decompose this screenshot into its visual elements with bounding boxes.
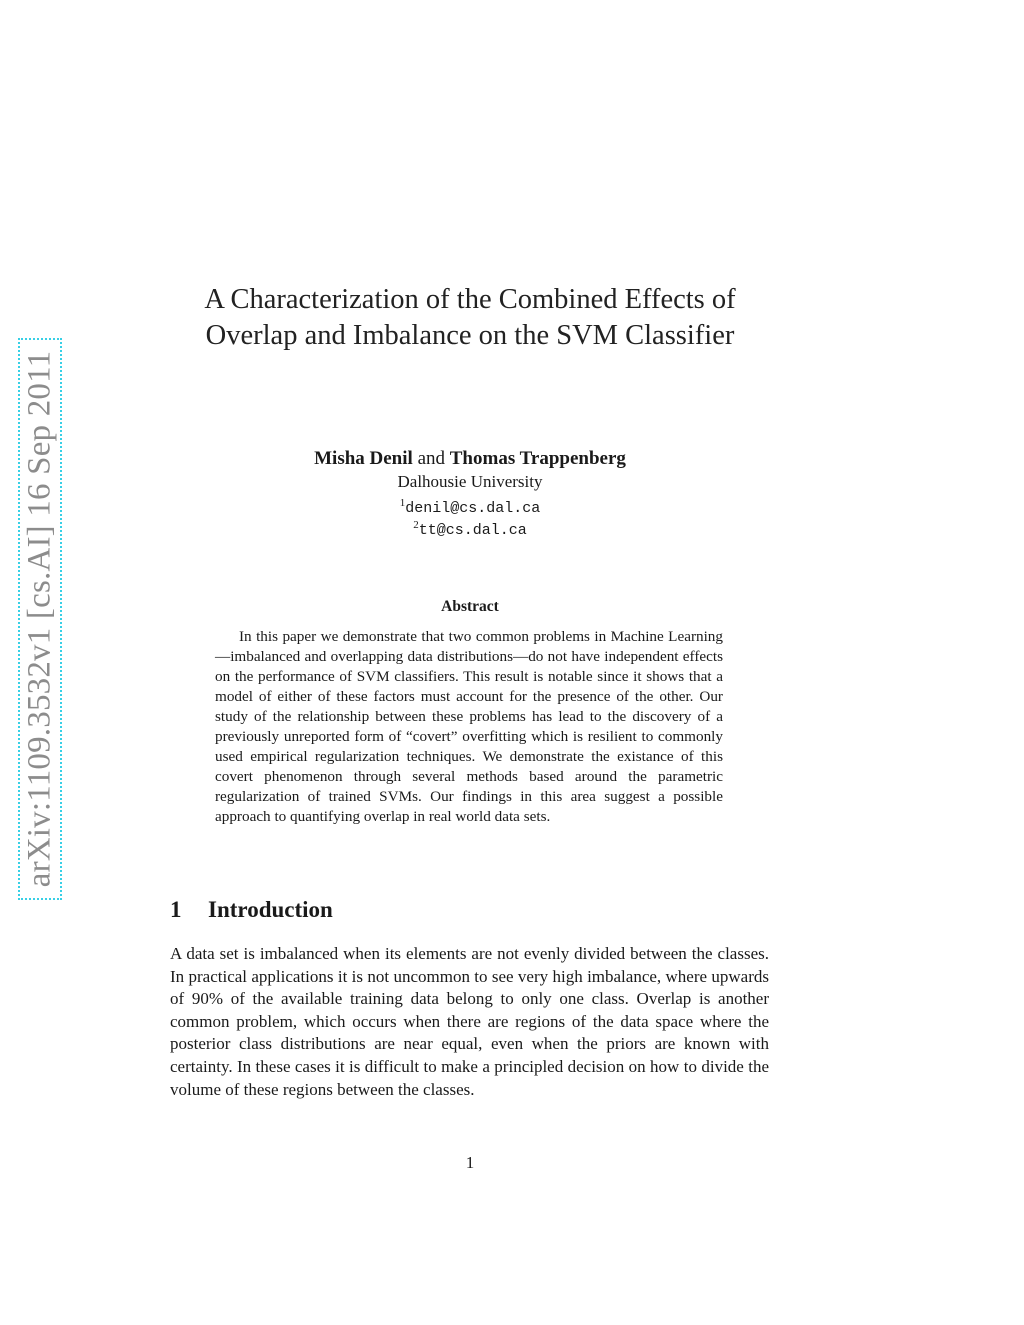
email-2-line: [160, 514, 780, 542]
page-number: 1: [465, 1153, 475, 1172]
section-number: 1: [170, 897, 182, 922]
abstract-heading: Abstract: [441, 598, 499, 615]
introduction-paragraph: A data set is imbalanced when its elements are not evenly divided between the classes. In practical applications it is not uncommon to see very high imbalance, where upwards of 90% of the available training data belong to only one class. Overlap is another common problem, which occurs when there are regions of the data space where the posterior class distributions are near equal, even when the priors are known with certainty. In these cases it is difficult to make a principled decision on how to divide the volume of these regions between the classes.: [170, 944, 769, 1099]
email-2-mark: 2: [413, 519, 419, 531]
title-line-1: A Characterization of the Combined Effects of: [204, 284, 736, 315]
section-title: Introduction: [208, 897, 333, 922]
email-1-mark: 1: [399, 497, 406, 509]
abstract-text: In this paper we demonstrate that two common problems in Machine Learning—imbalanced and overlapping data distributions—do not have independent effects on the performance of SVM classifiers. This result is notable since it shows that a model of either of these factors must account for the presence of the other. Our study of the relationship between these problems has lead to the discovery of a previously unreported form of “covert” overfitting which is resilient to commonly used empirical regularization techniques. We demonstrate the existance of this covert phenomenon through several methods based around the parametric regularization of trained SVMs. Our findings in this area suggest a possible approach to quantifying overlap in real world data sets.: [215, 628, 723, 825]
author-list: [160, 447, 780, 471]
author-1: Misha Denil: [314, 448, 413, 469]
arxiv-id: arXiv:1109.3532v1 [cs.AI] 16 Sep 2011: [21, 350, 58, 888]
email-1: denil@cs.dal.ca: [405, 500, 541, 517]
paper-title: [160, 282, 780, 354]
section-heading-introduction: [170, 897, 333, 923]
affiliation: Dalhousie University: [397, 472, 543, 491]
title-line-2: Overlap and Imbalance on the SVM Classifier: [205, 320, 735, 351]
author-conjunction: and: [417, 448, 445, 469]
arxiv-stamp: [18, 338, 62, 900]
author-2: Thomas Trappenberg: [449, 448, 626, 469]
email-2: tt@cs.dal.ca: [418, 522, 527, 539]
